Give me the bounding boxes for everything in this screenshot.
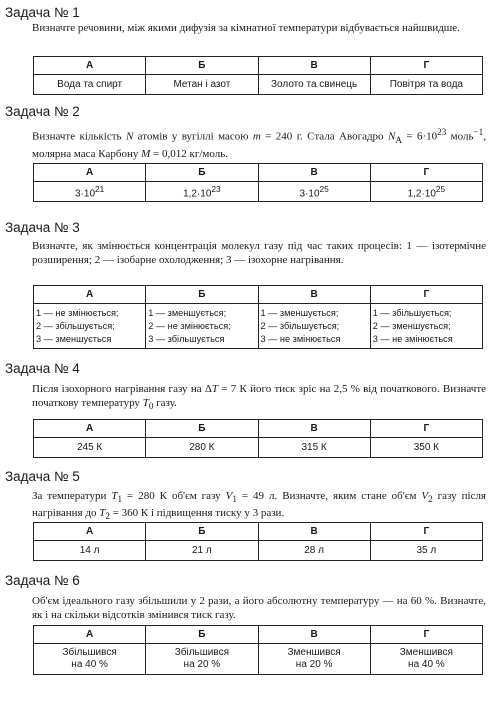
option-b[interactable] [146,304,258,349]
header-v: В [258,523,370,541]
header-a: А [34,57,146,75]
option-line: Збільшився [174,647,229,658]
header-g: Г [370,420,482,438]
option-line: на 40 % [408,659,445,670]
option-line: на 40 % [71,659,108,670]
header-a: А [34,164,146,182]
option-line: 2 — не змінюється; [148,320,231,331]
task-title: Задача № 5 [5,469,80,484]
task-title: Задача № 6 [5,573,80,588]
option-g[interactable]: 350 К [370,438,482,458]
task-title: Задача № 4 [5,361,80,376]
option-g[interactable] [370,304,482,349]
option-v[interactable] [258,304,370,349]
option-v[interactable]: 28 л [258,541,370,561]
option-line: 3 — не змінюється [260,333,341,344]
option-line: 2 — збільшується; [260,320,340,331]
answer-table [33,285,483,349]
option-line: 1 — не змінюється; [36,307,119,318]
header-b: Б [146,420,258,438]
header-a: А [34,286,146,304]
answer-table [33,522,483,561]
header-v: В [258,286,370,304]
header-a: А [34,523,146,541]
option-line: Зменшився [399,647,453,658]
option-g[interactable]: Повітря та вода [370,75,482,95]
header-v: В [258,420,370,438]
option-a[interactable] [34,304,146,349]
option-v[interactable]: 315 К [258,438,370,458]
header-b: Б [146,523,258,541]
option-line: 1 — збільшується; [372,307,452,318]
option-line: на 20 % [295,659,333,670]
option-v[interactable]: Золото та свинець [258,75,370,95]
option-line: Зменшився [287,647,341,658]
header-v: В [258,57,370,75]
option-b[interactable]: $1,2\cdot 10^{23}$ [146,182,258,202]
option-line: 2 — збільшується; [36,320,115,331]
option-line: на 20 % [183,659,221,670]
option-g[interactable] [370,644,482,675]
header-g: Г [370,57,482,75]
task-text: Визначте речовини, між якими дифузія за кімнатної температури відбувається найшвидше. [32,22,460,34]
option-a[interactable] [34,644,146,675]
answer-table [33,163,483,202]
option-b[interactable]: Метан і азот [146,75,258,95]
option-g[interactable]: $1,2\cdot 10^{25}$ [370,182,482,202]
task-text: За температури $T_1 = 280$ К об'єм газу $V_1 = 49$ л. Визначте, яким стане об'єм $V_2$ газу після нагрівання до $T_2 = 360$ К і підвищення тиску у 3 рази. [32,490,486,522]
header-v: В [258,164,370,182]
option-b[interactable] [146,644,258,675]
option-a[interactable]: 14 л [34,541,146,561]
option-line: 3 — зменшується [36,333,112,344]
option-line: 1 — зменшується; [148,307,227,318]
option-v[interactable] [258,644,370,675]
task-title: Задача № 3 [5,220,80,235]
task-text: Об'єм ідеального газу збільшили у 2 рази, а його абсолютну температуру — на 60 %. Визначте, як і на скільки відсотків змінився тиск газу. [32,595,486,621]
option-b[interactable]: 21 л [146,541,258,561]
answer-table [33,56,483,95]
task-text: Визначте кількість N атомів у вугіллі масою m = 240 г. Стала Авогадро $N_A = 6\cdot 10^{23}$ моль$^{-1}$, молярна маса Карбону M = 0,012 кг/моль. [32,127,486,160]
header-g: Г [370,286,482,304]
option-a[interactable]: $3\cdot 10^{21}$ [34,182,146,202]
header-b: Б [146,286,258,304]
option-line: Збільшився [62,647,117,658]
option-line: 2 — зменшується; [372,320,451,331]
header-g: Г [370,523,482,541]
header-a: А [34,626,146,644]
header-a: А [34,420,146,438]
option-line: 3 — збільшується [148,333,225,344]
option-a[interactable]: Вода та спирт [34,75,146,95]
task-title: Задача № 1 [5,5,80,20]
answer-table [33,419,483,458]
header-g: Г [370,164,482,182]
option-b[interactable]: 280 К [146,438,258,458]
header-b: Б [146,57,258,75]
option-g[interactable]: 35 л [370,541,482,561]
header-b: Б [146,626,258,644]
header-b: Б [146,164,258,182]
option-v[interactable]: $3\cdot 10^{25}$ [258,182,370,202]
option-a[interactable]: 245 К [34,438,146,458]
option-line: 1 — зменшується; [260,307,339,318]
option-line: 3 — не змінюється [372,333,453,344]
task-text: Визначте, як змінюється концентрація молекул газу під час таких процесів: 1 — ізотермічне розширення; 2 — ізобарне охолодження; 3 — ізохорне нагрівання. [32,240,486,266]
task-title: Задача № 2 [5,104,80,119]
answer-table [33,625,483,675]
task-text: Після ізохорного нагрівання газу на ΔT = 7 К його тиск зріс на 2,5 % від початкового. Визначте початкову температуру $T_0$ газу. [32,383,487,412]
header-g: Г [370,626,482,644]
header-v: В [258,626,370,644]
